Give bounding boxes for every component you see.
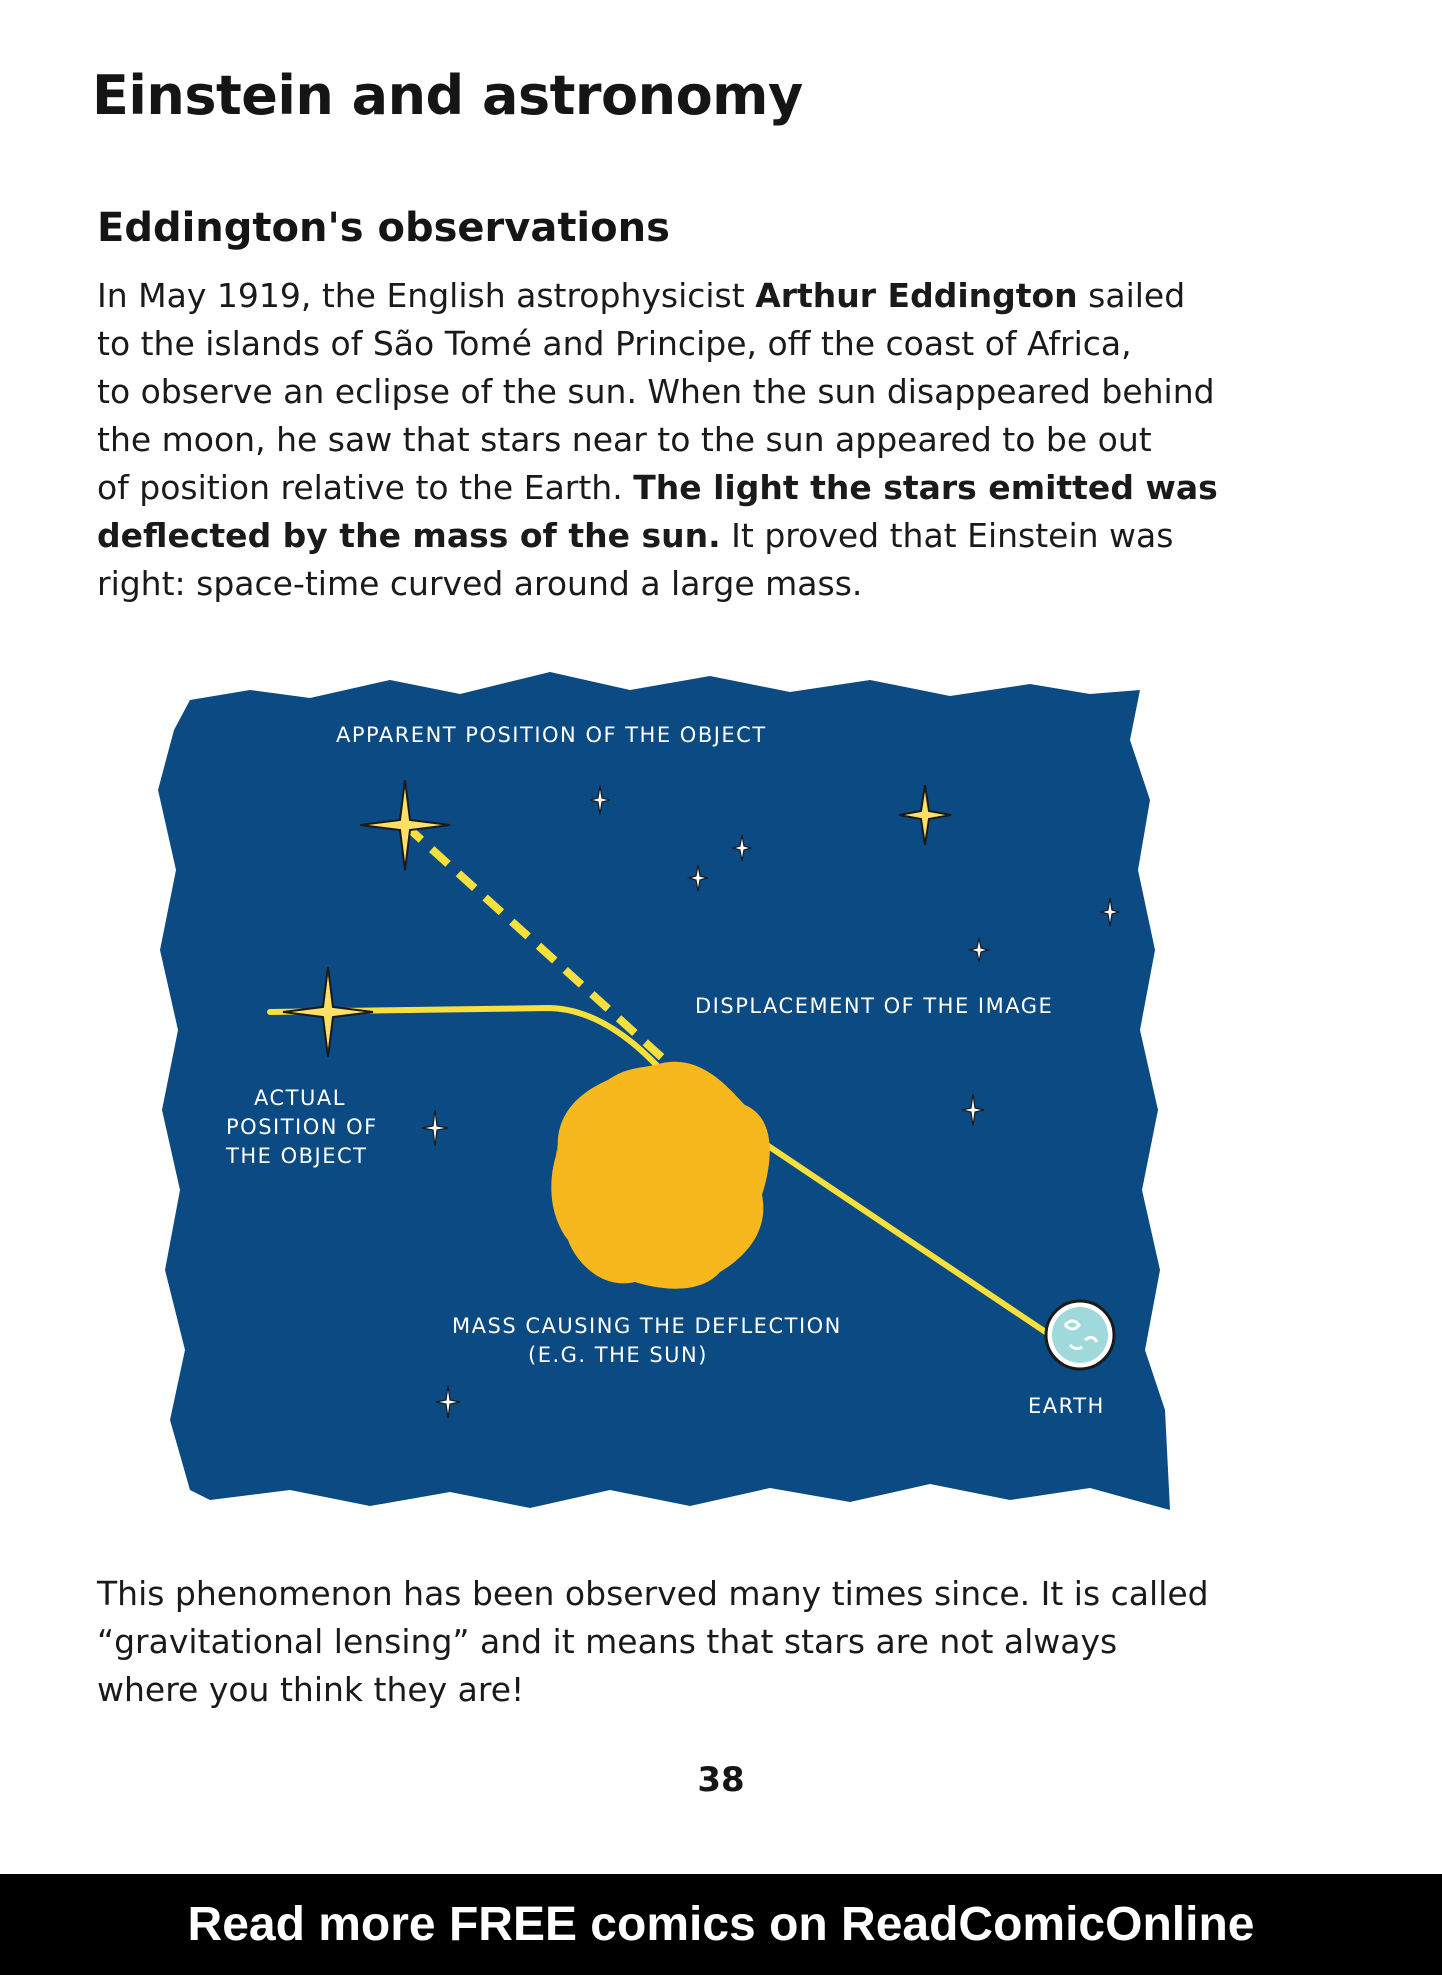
actual-position-label-3: THE OBJECT [226, 1144, 368, 1168]
intro-paragraph [97, 272, 1387, 608]
intro-line: to the islands of São Tomé and Principe, off the coast of Africa, [97, 324, 1132, 363]
footer-banner-link[interactable]: Read more FREE comics on ReadComicOnline [0, 1874, 1442, 1975]
intro-line: right: space-time curved around a large mass. [97, 564, 863, 603]
intro-line: In May 1919, the English astrophysicist Arthur Eddington sailed [97, 276, 1186, 315]
outro-paragraph [97, 1570, 1387, 1714]
intro-line: deflected by the mass of the sun. It proved that Einstein was [97, 516, 1174, 555]
outro-line: This phenomenon has been observed many times since. It is called [97, 1574, 1209, 1613]
section-heading: Eddington's observations [97, 205, 670, 251]
earth-label: EARTH [1028, 1394, 1105, 1418]
page-number: 38 [697, 1760, 745, 1800]
illustration-canvas [130, 650, 1280, 1530]
earth-icon [1046, 1301, 1114, 1369]
intro-line: to observe an eclipse of the sun. When the sun disappeared behind [97, 372, 1215, 411]
outro-line: “gravitational lensing” and it means that stars are not always [97, 1622, 1118, 1661]
page-title: Einstein and astronomy [92, 64, 803, 127]
mass-label-1: MASS CAUSING THE DEFLECTION [452, 1314, 842, 1338]
outro-line: where you think they are! [97, 1670, 525, 1709]
displacement-label: DISPLACEMENT OF THE IMAGE [695, 994, 1054, 1018]
apparent-position-label: APPARENT POSITION OF THE OBJECT [336, 723, 767, 747]
intro-line: the moon, he saw that stars near to the sun appeared to be out [97, 420, 1152, 459]
actual-position-label-2: POSITION OF [226, 1115, 378, 1139]
intro-line: of position relative to the Earth. The light the stars emitted was [97, 468, 1218, 507]
actual-position-label-1: ACTUAL [254, 1086, 346, 1110]
gravitational-lensing-illustration [130, 650, 1280, 1530]
mass-label-2: (E.G. THE SUN) [528, 1343, 708, 1367]
